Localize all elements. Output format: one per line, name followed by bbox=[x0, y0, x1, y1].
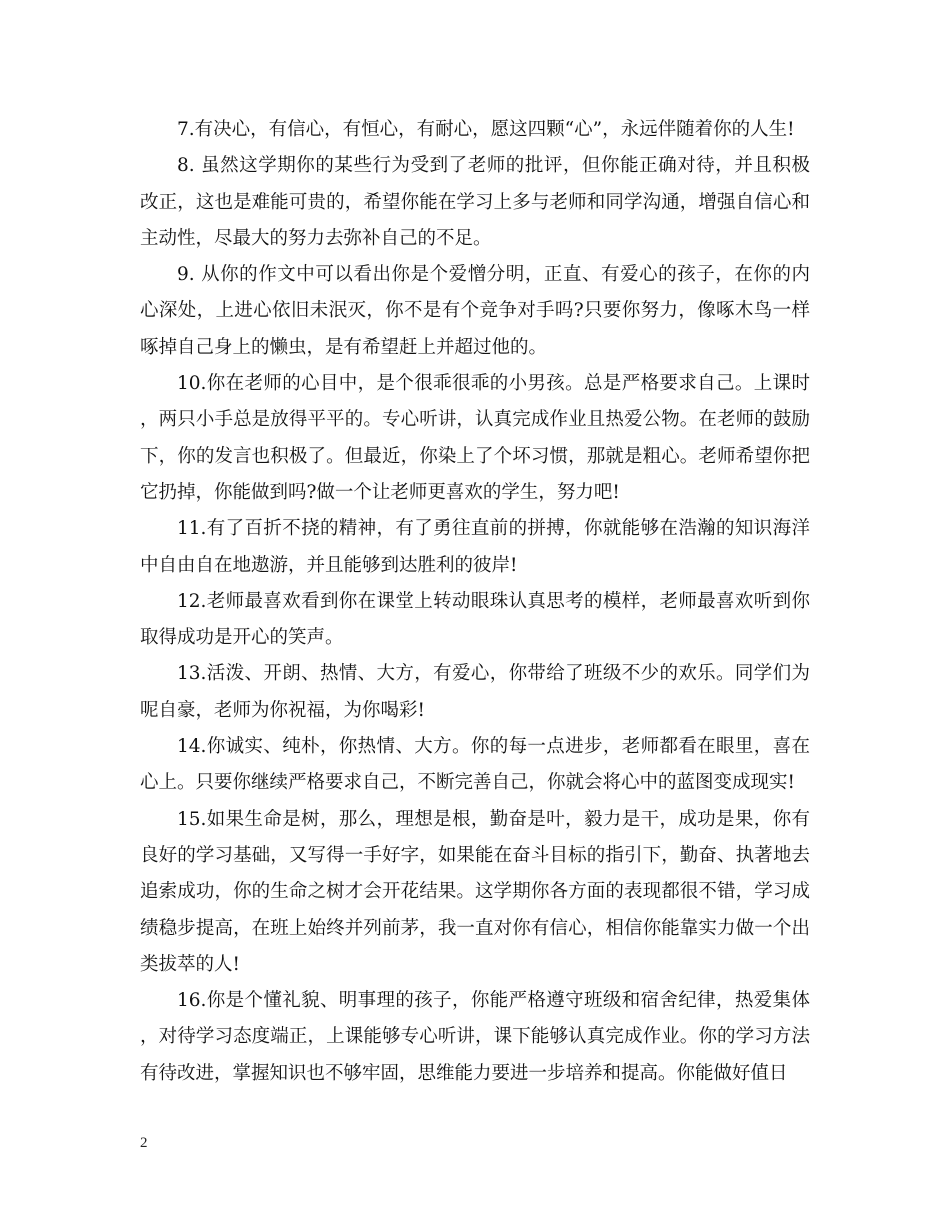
paragraph-12: 12.老师最喜欢看到你在课堂上转动眼珠认真思考的模样，老师最喜欢听到你取得成功是开心的笑声。 bbox=[140, 590, 810, 649]
paragraph-15: 15.如果生命是树，那么，理想是根，勤奋是叶，毅力是干，成功是果，你有良好的学习基础，又写得一手好字，如果能在奋斗目标的指引下，勤奋、执著地去追索成功，你的生命之树才会开花结果。这学期你各方面的表现都很不错，学习成绩稳步提高，在班上始终并列前茅，我一直对你有信心，相信你能靠实力做一个出类拔萃的人! bbox=[140, 808, 810, 975]
page-number: 2 bbox=[140, 1135, 148, 1151]
paragraph-9: 9. 从你的作文中可以看出你是个爱憎分明，正直、有爱心的孩子，在你的内心深处，上进心依旧未泯灭，你不是有个竞争对手吗?只要你努力，像啄木鸟一样啄掉自己身上的懒虫，是有希望赶上并超过他的。 bbox=[140, 264, 810, 358]
paragraph-14: 14.你诚实、纯朴，你热情、大方。你的每一点进步，老师都看在眼里，喜在心上。只要你继续严格要求自己，不断完善自己，你就会将心中的蓝图变成现实! bbox=[140, 736, 810, 794]
paragraph-10: 10.你在老师的心目中，是个很乖很乖的小男孩。总是严格要求自己。上课时，两只小手总是放得平平的。专心听讲，认真完成作业且热爱公物。在老师的鼓励下，你的发言也积极了。但最近，你染上了个坏习惯，那就是粗心。老师希望你把它扔掉，你能做到吗?做一个让老师更喜欢的学生，努力吧! bbox=[140, 373, 810, 503]
paragraph-13: 13.活泼、开朗、热情、大方，有爱心，你带给了班级不少的欢乐。同学们为呢自豪，老师为你祝福，为你喝彩! bbox=[140, 663, 810, 721]
document-body bbox=[140, 112, 810, 1092]
paragraph-7: 7.有决心，有信心，有恒心，有耐心，愿这四颗“心”，永远伴随着你的人生! bbox=[177, 119, 795, 140]
paragraph-8: 8. 虽然这学期你的某些行为受到了老师的批评，但你能正确对待，并且积极改正，这也是难能可贵的，希望你能在学习上多与老师和同学沟通，增强自信心和主动性，尽最大的努力去弥补自己的不足。 bbox=[140, 155, 810, 249]
paragraph-16: 16.你是个懂礼貌、明事理的孩子，你能严格遵守班级和宿舍纪律，热爱集体，对待学习态度端正，上课能够专心听讲，课下能够认真完成作业。你的学习方法有待改进，掌握知识也不够牢固，思维能力要进一步培养和提高。你能做好值日 bbox=[140, 990, 810, 1084]
paragraph-11: 11.有了百折不挠的精神，有了勇往直前的拼搏，你就能够在浩瀚的知识海洋中自由自在地遨游，并且能够到达胜利的彼岸! bbox=[140, 518, 810, 576]
